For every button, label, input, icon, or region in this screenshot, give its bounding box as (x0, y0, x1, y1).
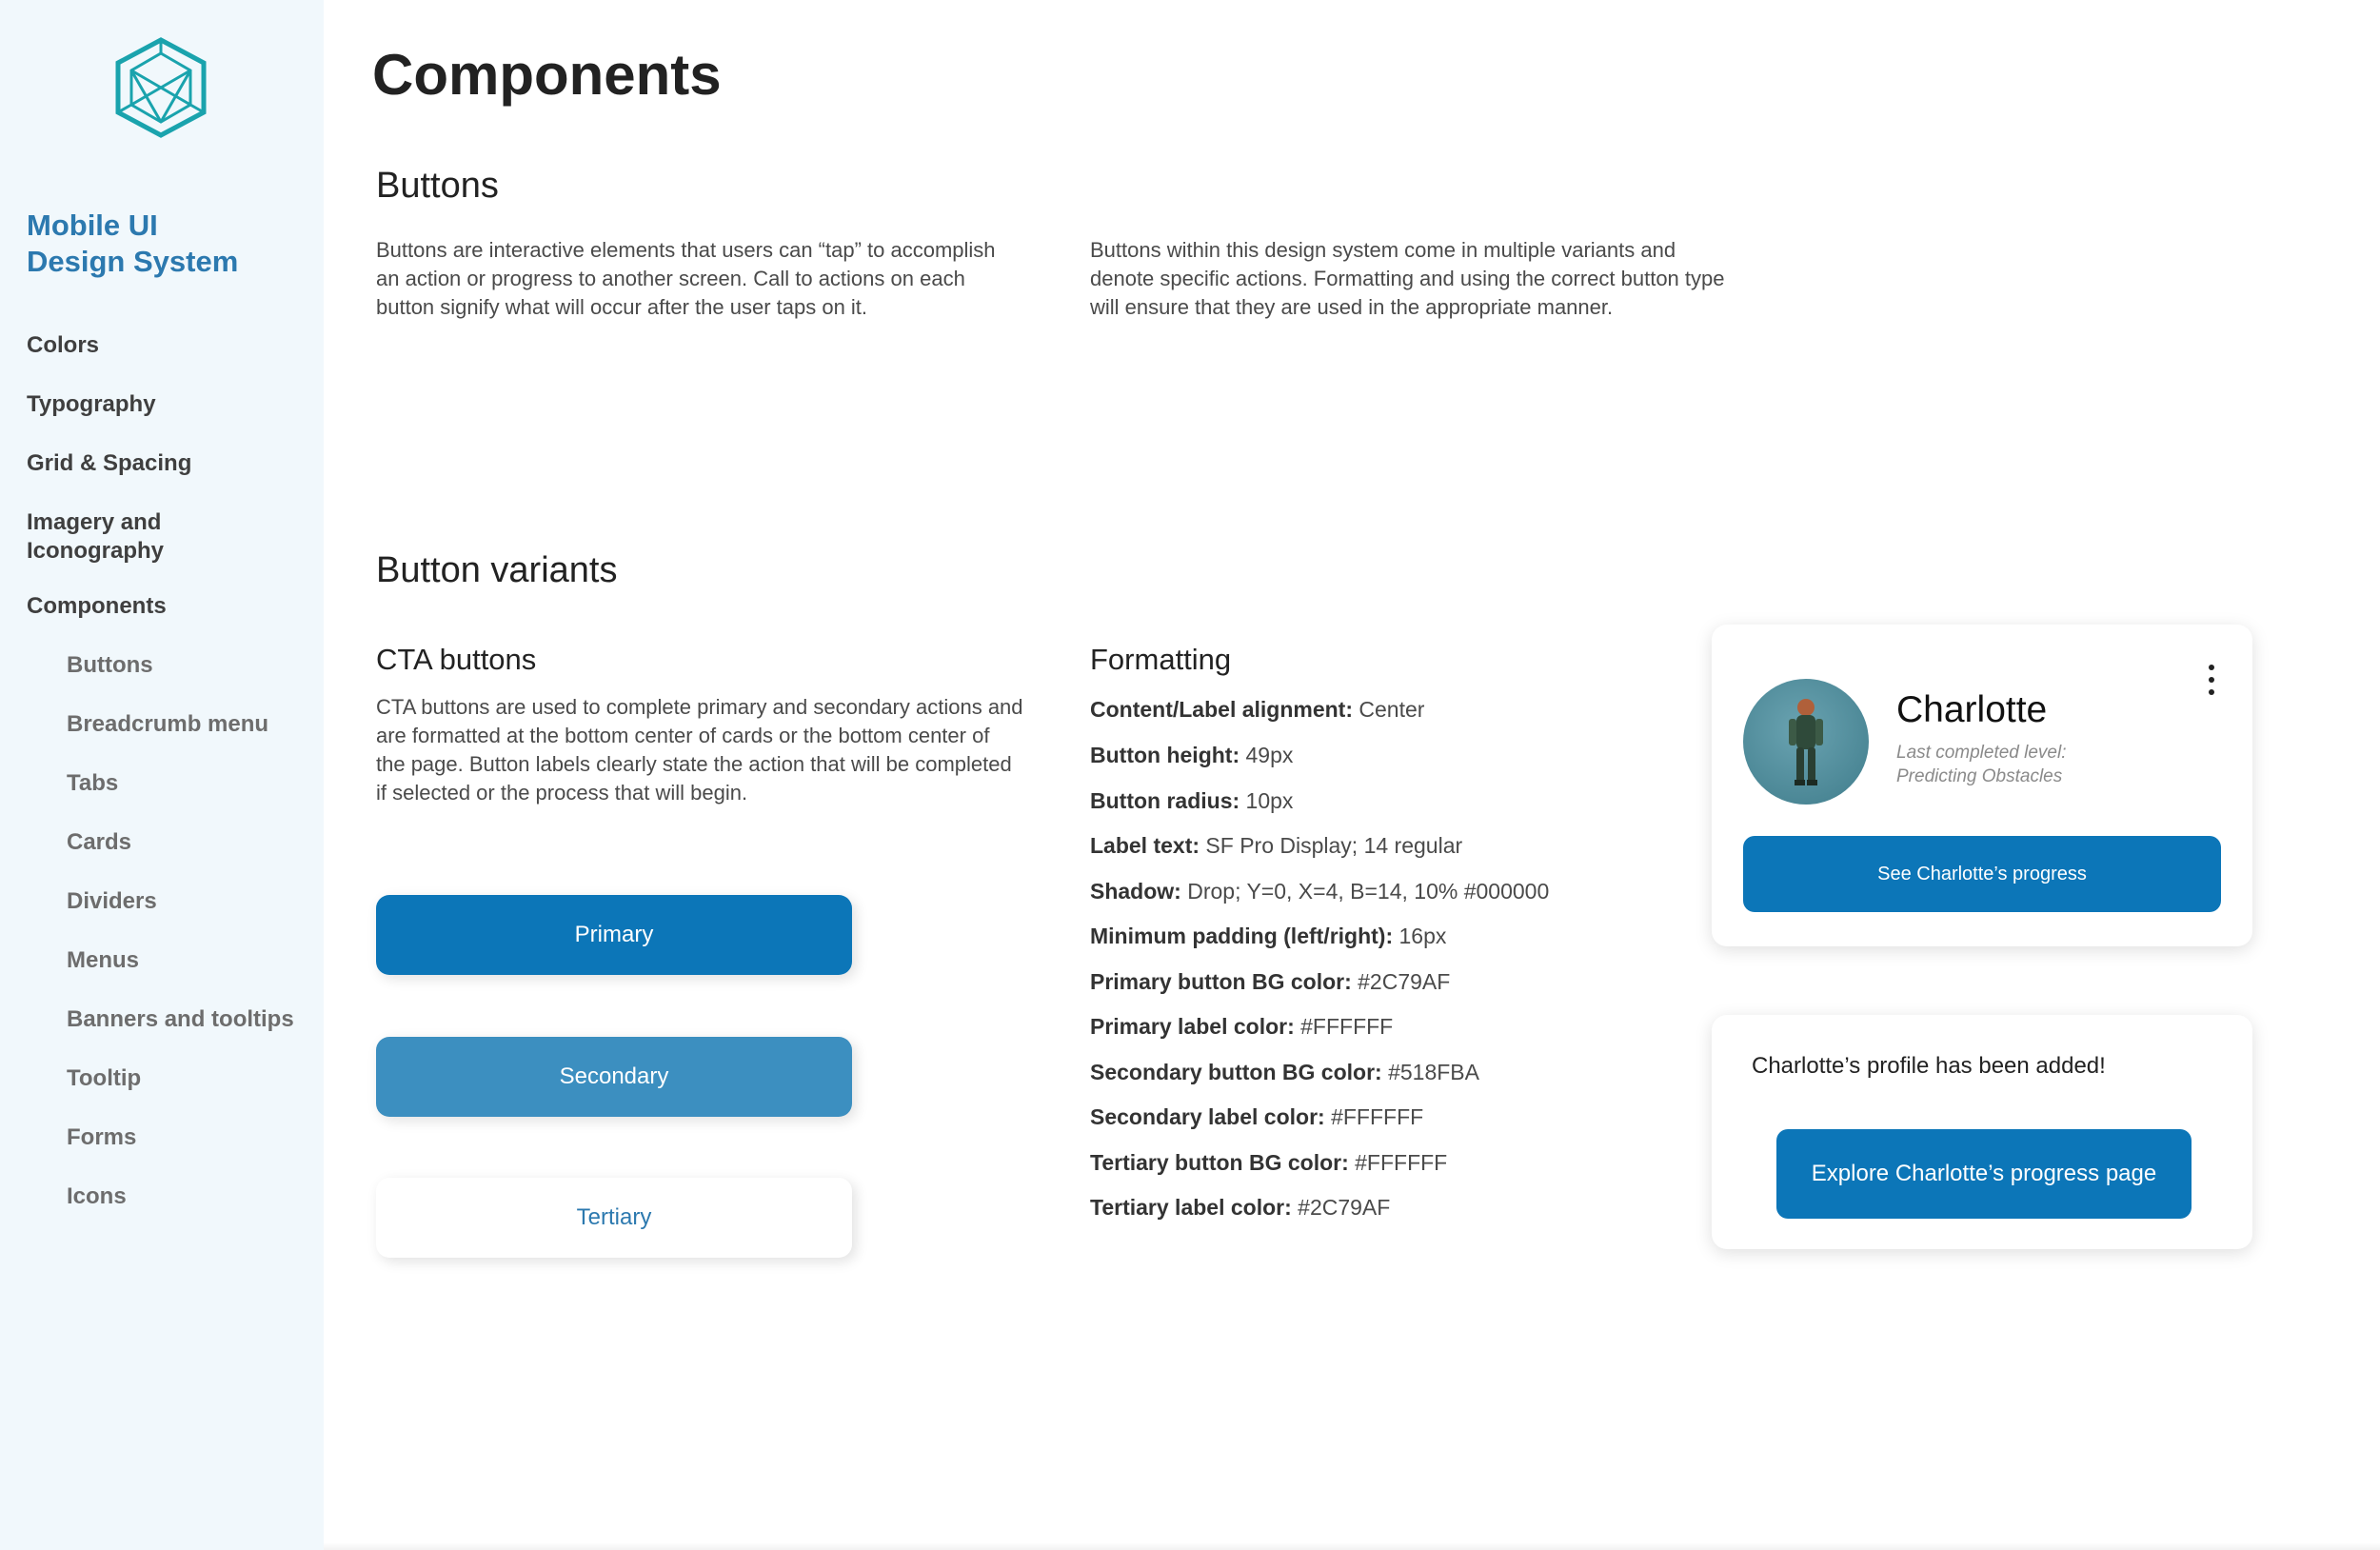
formatting-heading: Formatting (1090, 643, 1232, 676)
formatting-label: Label text: (1090, 833, 1200, 858)
formatting-label: Primary button BG color: (1090, 969, 1352, 994)
nav-sub-menus[interactable]: Menus (67, 947, 140, 973)
formatting-value: #2C79AF (1351, 969, 1451, 994)
page-title: Components (372, 43, 722, 107)
nav-components[interactable]: Components (27, 593, 167, 619)
explore-progress-button[interactable]: Explore Charlotte’s progress page (1776, 1129, 2192, 1219)
formatting-label: Minimum padding (left/right): (1090, 924, 1394, 948)
nav-grid-spacing[interactable]: Grid & Spacing (27, 450, 192, 476)
formatting-value: Drop; Y=0, X=4, B=14, 10% #000000 (1180, 879, 1550, 904)
formatting-value: Center (1353, 697, 1425, 722)
formatting-value: #2C79AF (1291, 1195, 1391, 1220)
avatar[interactable] (1743, 679, 1869, 805)
formatting-row (1090, 922, 1446, 950)
formatting-row (1090, 1193, 1390, 1222)
brand-title (27, 208, 312, 280)
button-variants-heading: Button variants (376, 550, 618, 590)
nav-sub-banners[interactable]: Banners and tooltips (67, 1006, 294, 1032)
brand-line-2: Design System (27, 245, 239, 278)
formatting-label: Tertiary button BG color: (1090, 1150, 1349, 1175)
kebab-menu-icon[interactable] (2206, 663, 2217, 697)
nav-sub-icons[interactable]: Icons (67, 1183, 127, 1209)
nav-colors[interactable]: Colors (27, 332, 100, 358)
bottom-divider (324, 1542, 2380, 1550)
formatting-label: Secondary button BG color: (1090, 1060, 1382, 1084)
formatting-value: 10px (1240, 788, 1294, 813)
nav-sub-tabs[interactable]: Tabs (67, 770, 119, 796)
formatting-value: #FFFFFF (1294, 1014, 1394, 1039)
formatting-row (1090, 1148, 1447, 1177)
formatting-row (1090, 1058, 1479, 1086)
logo-icon[interactable] (114, 36, 208, 139)
formatting-label: Primary label color: (1090, 1014, 1295, 1039)
formatting-value: SF Pro Display; 14 regular (1200, 833, 1463, 858)
formatting-row (1090, 695, 1424, 724)
nav-imagery-line-1[interactable]: Imagery and (27, 509, 162, 535)
formatting-value: 16px (1393, 924, 1447, 948)
cta-description: CTA buttons are used to complete primary and secondary actions and are formatted at the bottom center of cards or the bottom center of the page. Button labels clearly state the action that will be completed if selected or the process that will begin. (376, 695, 1023, 805)
primary-button[interactable]: Primary (376, 895, 852, 975)
nav-sub-cards[interactable]: Cards (67, 829, 132, 855)
card-profile-subtitle (1896, 741, 2067, 788)
nav-sub-tooltip[interactable]: Tooltip (67, 1065, 142, 1091)
nav-imagery-line-2[interactable]: Iconography (27, 538, 165, 564)
nav-sub-dividers[interactable]: Dividers (67, 888, 157, 914)
formatting-row (1090, 1012, 1393, 1041)
last-level-value: Predicting Obstacles (1896, 766, 2063, 786)
formatting-label: Secondary label color: (1090, 1104, 1325, 1129)
formatting-label: Button radius: (1090, 788, 1240, 813)
nav-typography[interactable]: Typography (27, 391, 156, 417)
secondary-button[interactable]: Secondary (376, 1037, 852, 1117)
profile-card (1712, 625, 2252, 946)
nav-sub-buttons[interactable]: Buttons (67, 652, 153, 678)
formatting-value: 49px (1240, 743, 1294, 767)
formatting-value: #518FBA (1381, 1060, 1479, 1084)
see-progress-button[interactable]: See Charlotte’s progress (1743, 836, 2221, 912)
formatting-value: #FFFFFF (1348, 1150, 1448, 1175)
cta-buttons-heading: CTA buttons (376, 643, 537, 676)
buttons-description-1: Buttons are interactive elements that users can “tap” to accomplish an action or progress to another screen. Call to actions on each button signify what will occur after the user taps on it. (376, 238, 996, 319)
formatting-label: Shadow: (1090, 879, 1181, 904)
brand-line-1: Mobile UI (27, 209, 158, 242)
formatting-row (1090, 831, 1462, 860)
last-level-label: Last completed level: (1896, 743, 2067, 763)
formatting-row (1090, 967, 1450, 996)
formatting-label: Content/Label alignment: (1090, 697, 1353, 722)
formatting-label: Button height: (1090, 743, 1240, 767)
formatting-label: Tertiary label color: (1090, 1195, 1292, 1220)
nav-sub-forms[interactable]: Forms (67, 1124, 137, 1150)
formatting-row (1090, 741, 1293, 769)
avatar-image (1743, 679, 1869, 805)
formatting-row (1090, 786, 1293, 815)
profile-added-message: Charlotte’s profile has been added! (1752, 1053, 2106, 1079)
sidebar (0, 0, 324, 1550)
formatting-row (1090, 877, 1549, 905)
card-profile-name: Charlotte (1896, 689, 2048, 730)
formatting-value: #FFFFFF (1324, 1104, 1424, 1129)
profile-added-card (1712, 1015, 2252, 1249)
nav-sub-breadcrumb[interactable]: Breadcrumb menu (67, 711, 269, 737)
tertiary-button[interactable]: Tertiary (376, 1178, 852, 1258)
formatting-row (1090, 1103, 1423, 1131)
buttons-heading: Buttons (376, 166, 499, 206)
buttons-description-2: Buttons within this design system come in multiple variants and denote specific actions. Formatting and using the correct button type will ensure that they are used in the appropriate manner. (1090, 238, 1725, 319)
